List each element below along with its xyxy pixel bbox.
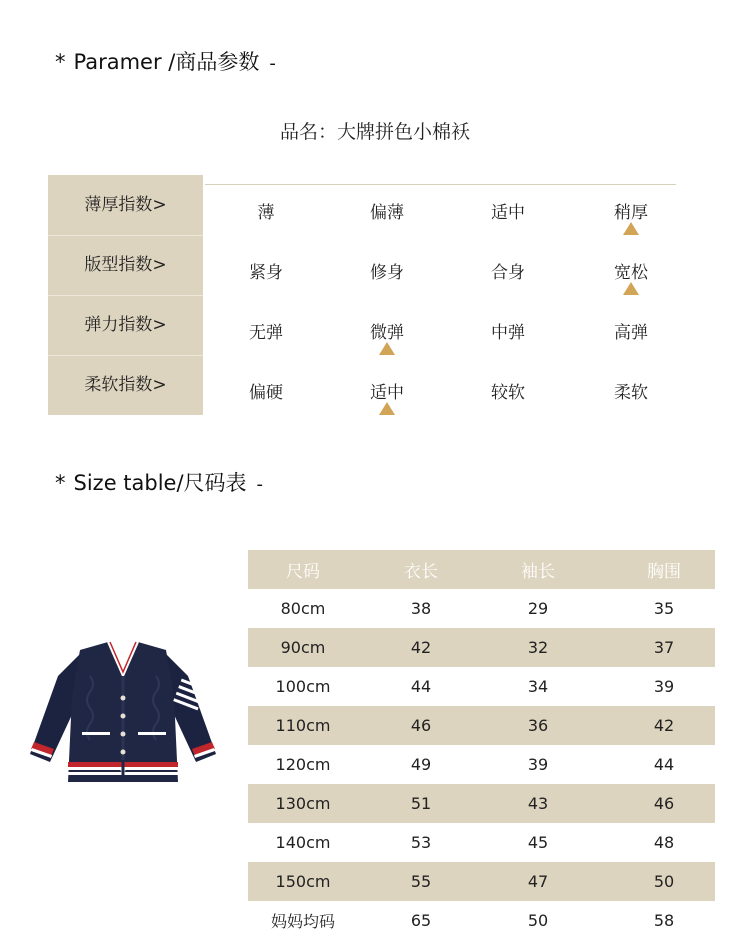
table-cell: 150cm xyxy=(275,872,331,891)
param-label-softness: 柔软指数> xyxy=(84,375,167,395)
param-option: 合身 xyxy=(491,263,525,283)
table-row xyxy=(248,901,715,940)
table-cell: 110cm xyxy=(275,716,331,735)
table-cell: 46 xyxy=(410,716,432,735)
param-option: 宽松 xyxy=(614,263,648,283)
table-cell: 38 xyxy=(410,599,432,618)
table-cell: 42 xyxy=(653,716,675,735)
table-cell: 48 xyxy=(653,833,675,852)
table-cell: 39 xyxy=(527,755,549,774)
param-option: 无弹 xyxy=(249,323,283,343)
table-cell: 43 xyxy=(527,794,549,813)
section-title-parameters xyxy=(55,46,276,76)
table-cell: 55 xyxy=(410,872,432,891)
table-cell: 53 xyxy=(410,833,432,852)
table-cell: 39 xyxy=(653,677,675,696)
table-row xyxy=(248,628,715,667)
table-cell: 44 xyxy=(653,755,675,774)
table-cell: 46 xyxy=(653,794,675,813)
size-table xyxy=(248,550,715,940)
table-cell: 44 xyxy=(410,677,432,696)
section-title-text: Paramer /商品参数 xyxy=(73,50,260,74)
selected-marker-icon xyxy=(623,282,639,295)
param-option: 高弹 xyxy=(614,323,648,343)
size-table-header xyxy=(248,550,715,589)
table-row xyxy=(248,862,715,901)
param-option: 薄 xyxy=(257,203,275,223)
header-cell: 袖长 xyxy=(521,562,555,582)
table-cell: 140cm xyxy=(275,833,331,852)
table-row xyxy=(248,784,715,823)
table-row xyxy=(248,589,715,628)
dash-mark: - xyxy=(269,53,276,74)
section-title-text: Size table/尺码表 xyxy=(73,471,247,495)
table-cell: 80cm xyxy=(280,599,326,618)
param-label-thickness: 薄厚指数> xyxy=(84,195,167,215)
param-top-divider xyxy=(205,184,676,185)
asterisk-mark: * xyxy=(55,471,66,495)
table-cell: 37 xyxy=(653,638,675,657)
selected-marker-icon xyxy=(379,402,395,415)
param-option: 修身 xyxy=(370,263,404,283)
section-title-size xyxy=(55,467,263,497)
selected-marker-icon xyxy=(379,342,395,355)
table-cell: 50 xyxy=(527,911,549,930)
table-cell: 47 xyxy=(527,872,549,891)
param-option: 偏薄 xyxy=(370,203,404,223)
param-label-elasticity: 弹力指数> xyxy=(84,315,167,335)
table-cell: 50 xyxy=(653,872,675,891)
table-cell: 34 xyxy=(527,677,549,696)
header-cell: 衣长 xyxy=(404,562,438,582)
param-label-fit: 版型指数> xyxy=(84,255,167,275)
table-cell: 49 xyxy=(410,755,432,774)
param-option: 稍厚 xyxy=(614,203,648,223)
product-name: 品名：大牌拼色小棉袄 xyxy=(279,121,470,143)
table-row xyxy=(248,706,715,745)
table-cell: 130cm xyxy=(275,794,331,813)
param-option: 紧身 xyxy=(249,263,283,283)
param-option: 适中 xyxy=(491,203,525,223)
header-cell: 胸围 xyxy=(647,562,681,582)
selected-marker-icon xyxy=(623,222,639,235)
table-cell: 35 xyxy=(653,599,675,618)
param-option: 偏硬 xyxy=(249,383,283,403)
table-cell: 36 xyxy=(527,716,549,735)
param-option: 中弹 xyxy=(491,323,525,343)
table-row xyxy=(248,823,715,862)
table-cell: 120cm xyxy=(275,755,331,774)
cardigan-product-image xyxy=(28,636,218,786)
param-option: 柔软 xyxy=(614,383,648,403)
param-option: 较软 xyxy=(491,383,525,403)
table-cell: 42 xyxy=(410,638,432,657)
table-row xyxy=(248,667,715,706)
table-cell: 100cm xyxy=(275,677,331,696)
table-cell: 妈妈均码 xyxy=(270,912,335,931)
dash-mark: - xyxy=(256,474,264,495)
table-cell: 45 xyxy=(527,833,549,852)
table-cell: 58 xyxy=(653,911,675,930)
asterisk-mark: * xyxy=(55,50,66,74)
table-cell: 51 xyxy=(410,794,432,813)
table-cell: 90cm xyxy=(280,638,326,657)
table-cell: 32 xyxy=(527,638,549,657)
param-option: 适中 xyxy=(370,383,404,403)
table-cell: 65 xyxy=(410,911,432,930)
table-cell: 29 xyxy=(527,599,549,618)
table-row xyxy=(248,745,715,784)
header-cell: 尺码 xyxy=(286,562,320,582)
param-option: 微弹 xyxy=(370,323,404,343)
